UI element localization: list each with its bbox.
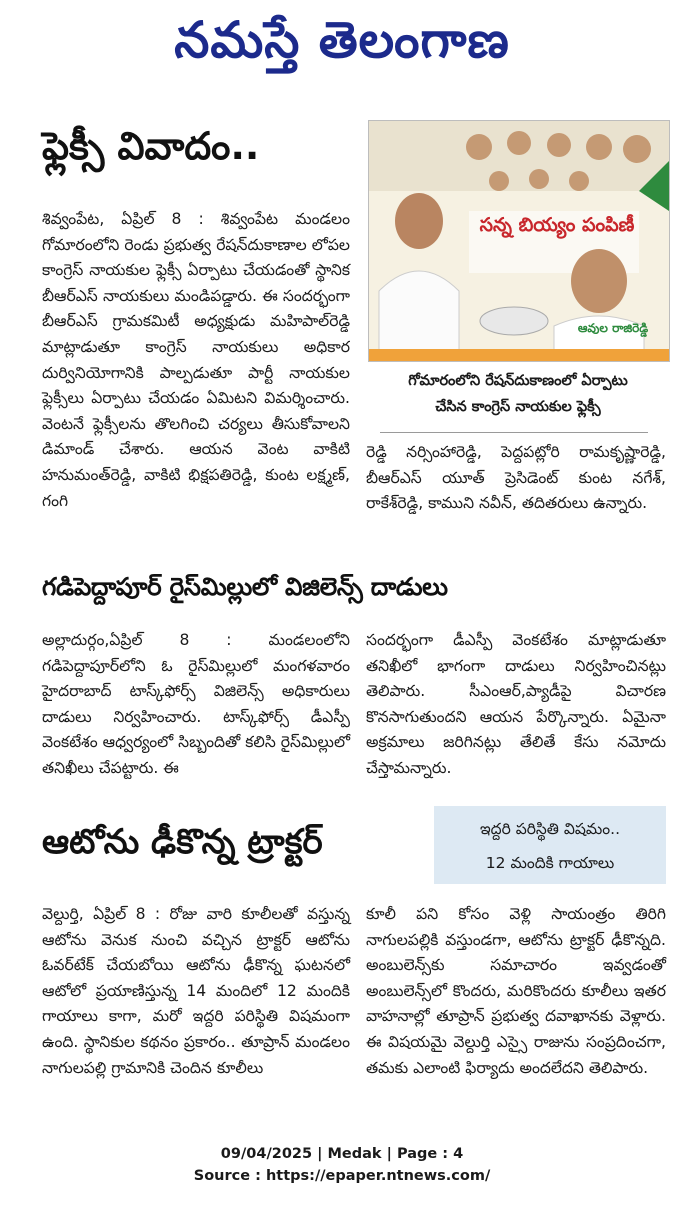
- article2-body-col1: అల్లాదుర్గం,ఏప్రిల్ 8 : మండలంలోని గడిపెద్దాపూర్‌లోని ఓ రైస్‌మిల్లులో మంగళవారం హైదరాబాద్ టాస్క్‌ఫోర్స్ విజిలెన్స్ అధికారులు దాడులు నిర్వహించారు. టాస్క్‌ఫోర్స్ డీఎస్పీ వెంకటేశం ఆధ్వర్యంలో సిబ్బందితో కలిసి రైస్‌మిల్లులో తనిఖీలు చేపట్టారు. ఈ: [42, 631, 350, 777]
- footer-date-edition: 09/04/2025 | Medak | Page : 4: [220, 1146, 464, 1162]
- article3-body-col2: కూలీ పని కోసం వెళ్లి సాయంత్రం తిరిగి నాగులపల్లికి వస్తుండగా, ఆటోను ట్రాక్టర్ ఢీకొన్నది. అంబులెన్స్‌కు సమాచారం ఇవ్వడంతో అంబులెన్స్‌లో కొందరు, మరికొందరు కూలీలు ఇతర వాహనాల్లో తూప్రాన్ ప్రభుత్వ దవాఖానకు వెళ్లారు. ఈ విషయమై వెల్దుర్తి ఎస్సై రాజును సంప్రదించగా, తమకు ఎలాంటి ఫిర్యాదు అందలేదని తెలిపారు.: [366, 905, 666, 1077]
- article2-column2: [366, 628, 666, 782]
- caption-line-1: గోమారంలోని రేషన్‌దుకాణంలో ఏర్పాటు: [408, 373, 628, 389]
- newspaper-masthead: నమస్తే తెలంగాణ: [174, 10, 510, 69]
- article3-column1: [42, 902, 350, 1081]
- article3-highlight-box: [434, 806, 666, 884]
- article1-column1: [42, 207, 350, 514]
- photo-caption: [368, 368, 668, 420]
- article2-column1: [42, 628, 350, 782]
- highlight-line-1: ఇద్దరి పరిస్థితి విషమం..: [479, 820, 621, 838]
- article3-column2: [366, 902, 666, 1081]
- highlight-line-2: 12 మందికి గాయాలు: [485, 854, 615, 872]
- banner-name: ఆవుల రాజిరెడ్డి: [577, 321, 649, 335]
- article1-photo: [368, 120, 670, 362]
- article2-headline: గడిపెద్దాపూర్ రైస్‌మిల్లులో విజిలెన్స్ దాడులు: [42, 572, 448, 601]
- article1-body-col2: రెడ్డి నర్సింహారెడ్డి, పెద్దపట్లోరి రామకృష్ణారెడ్డి, బీఆర్‌ఎస్ యూత్ ప్రెసిడెంట్ కుంట నగేశ్, రాకేశ్‌రెడ్డి, కాముని నవీన్, తదితరులు ఉన్నారు.: [366, 443, 666, 513]
- article3-headline: ఆటోను ఢీకొన్న ట్రాక్టర్: [42, 822, 323, 862]
- caption-line-2: చేసిన కాంగ్రెస్ నాయకుల ఫ్లెక్సీ: [435, 399, 601, 415]
- article3-body-col1: వెల్దుర్తి, ఏప్రిల్ 8 : రోజు వారి కూలీలతో వస్తున్న ఆటోను వెనుక నుంచి వచ్చిన ట్రాక్టర్ ఆటోను ఓవర్‌టేక్ చేయబోయి ఆటోను ఢీకొన్న ఘటనలో ఆటోలో ప్రయాణిస్తున్న 14 మందిలో 12 మందికి గాయాలు కాగా, మరో ఇద్దరి పరిస్థితి విషమంగా ఉంది. స్థానికుల కథనం ప్రకారం.. తూప్రాన్ మండలం నాగులపల్లి గ్రామానికి చెందిన కూలీలు: [42, 905, 350, 1077]
- caption-divider: [380, 432, 648, 433]
- footer-source: Source : https://epaper.ntnews.com/: [193, 1168, 491, 1184]
- article2-body-col2: సందర్భంగా డీఎస్పీ వెంకటేశం మాట్లాడుతూ తనిఖీలో భాగంగా దాడులు నిర్వహించినట్లు తెలిపారు. సీఎంఆర్,ప్యాడీపై విచారణ కొనసాగుతుందని ఆయన పేర్కొన్నారు. ఏమైనా అక్రమాలు జరిగినట్లు తేలితే కేసు నమోదు చేస్తామన్నారు.: [366, 631, 666, 777]
- article1-headline: ఫ్లెక్సీ వివాదం..: [42, 124, 260, 168]
- banner-title: సన్న బియ్యం పంపిణీ: [479, 214, 635, 236]
- article1-body-col1: శివ్వంపేట, ఏప్రిల్ 8 : శివ్వంపేట మండలం గోమారంలోని రెండు ప్రభుత్వ రేషన్‌దుకాణాల లోపల కాంగ్రెస్ నాయకుల ఫ్లెక్సీ ఏర్పాటు చేయడంతో స్థానిక బీఆర్‌ఎస్ నాయకులు మండిపడ్డారు. ఈ సందర్భంగా బీఆర్‌ఎస్ గ్రామకమిటీ అధ్యక్షుడు మహిపాల్‌రెడ్డి మాట్లాడుతూ కాంగ్రెస్ నాయకులు అధికార దుర్వినియోగానికి పాల్పడుతూ పార్టీ నాయకుల ఫ్లెక్సీలు ఏర్పాటు చేయడం ఏమిటని విమర్శించారు. వెంటనే ఫ్లెక్సీలను తొలగించి చర్యలు తీసుకోవాలని డిమాండ్ చేశారు. ఆయన వెంట వాకిటి హనుమంత్‌రెడ్డి, వాకిటి భిక్షపతిరెడ్డి, కుంట లక్ష్మణ్, గంగి: [42, 210, 350, 510]
- article1-column2: [366, 440, 666, 517]
